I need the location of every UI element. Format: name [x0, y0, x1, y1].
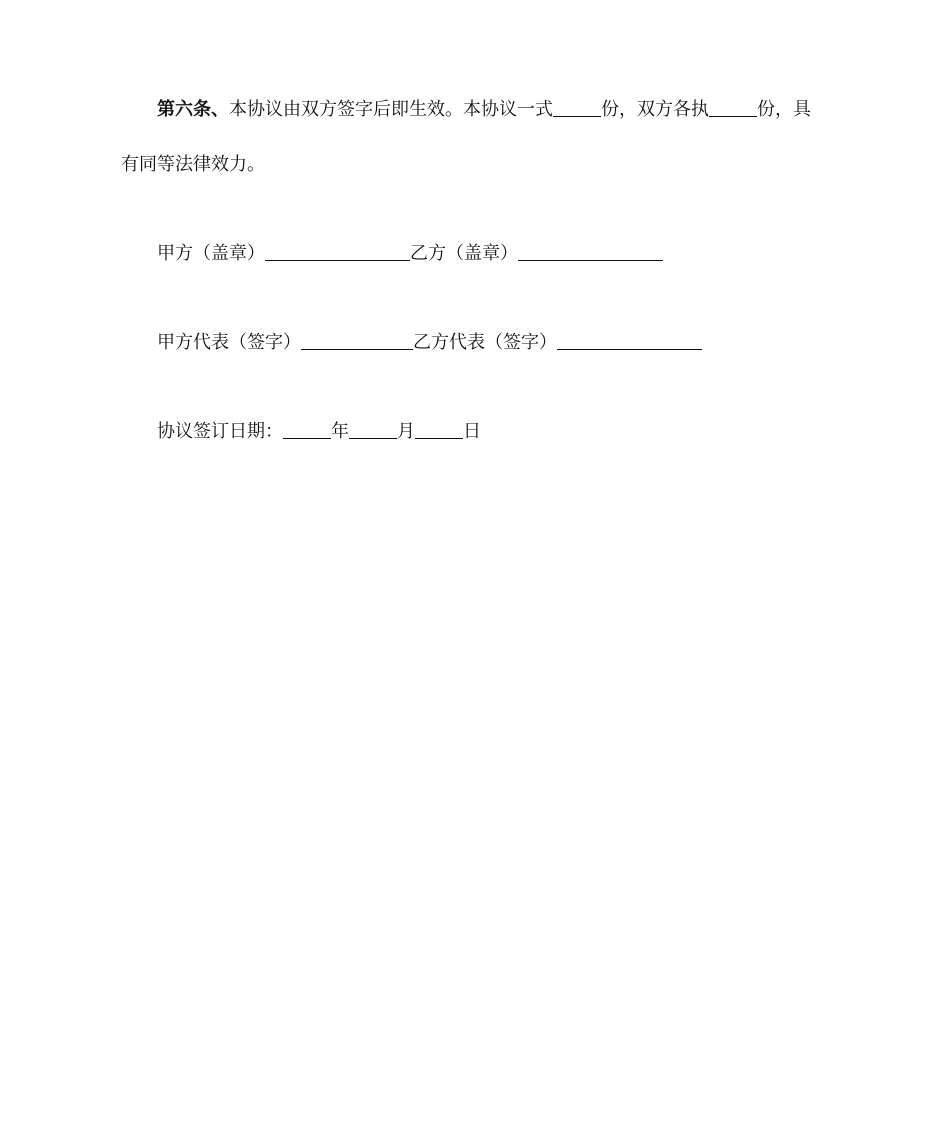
day-blank[interactable]: [415, 420, 463, 439]
month-label: 月: [397, 421, 415, 442]
copies-total-blank[interactable]: [553, 98, 601, 117]
year-blank[interactable]: [283, 420, 331, 439]
seal-line: [157, 242, 663, 266]
article-6-heading: 第六条、: [157, 99, 229, 120]
party-a-seal-label: 甲方（盖章）: [157, 243, 265, 264]
party-b-seal-label: 乙方（盖章）: [410, 243, 518, 264]
article-6-text-a: 本协议由双方签字后即生效。本协议一式: [229, 99, 553, 120]
day-label: 日: [463, 421, 481, 442]
party-a-seal-blank[interactable]: [265, 242, 410, 261]
article-6-line-2: 有同等法律效力。: [121, 154, 265, 175]
party-b-signature-blank[interactable]: [557, 331, 702, 350]
signing-date-line: [157, 420, 481, 444]
representative-line: [157, 331, 702, 355]
signing-date-label: 协议签订日期：: [157, 421, 283, 442]
party-b-seal-blank[interactable]: [518, 242, 663, 261]
copies-each-blank[interactable]: [709, 98, 757, 117]
article-6-line-1: [157, 98, 811, 122]
party-a-signature-blank[interactable]: [301, 331, 413, 350]
year-label: 年: [331, 421, 349, 442]
party-b-representative-label: 乙方代表（签字）: [413, 332, 557, 353]
article-6-text-b: 份，双方各执: [601, 99, 709, 120]
month-blank[interactable]: [349, 420, 397, 439]
party-a-representative-label: 甲方代表（签字）: [157, 332, 301, 353]
article-6-text-c: 份，具: [757, 99, 811, 120]
